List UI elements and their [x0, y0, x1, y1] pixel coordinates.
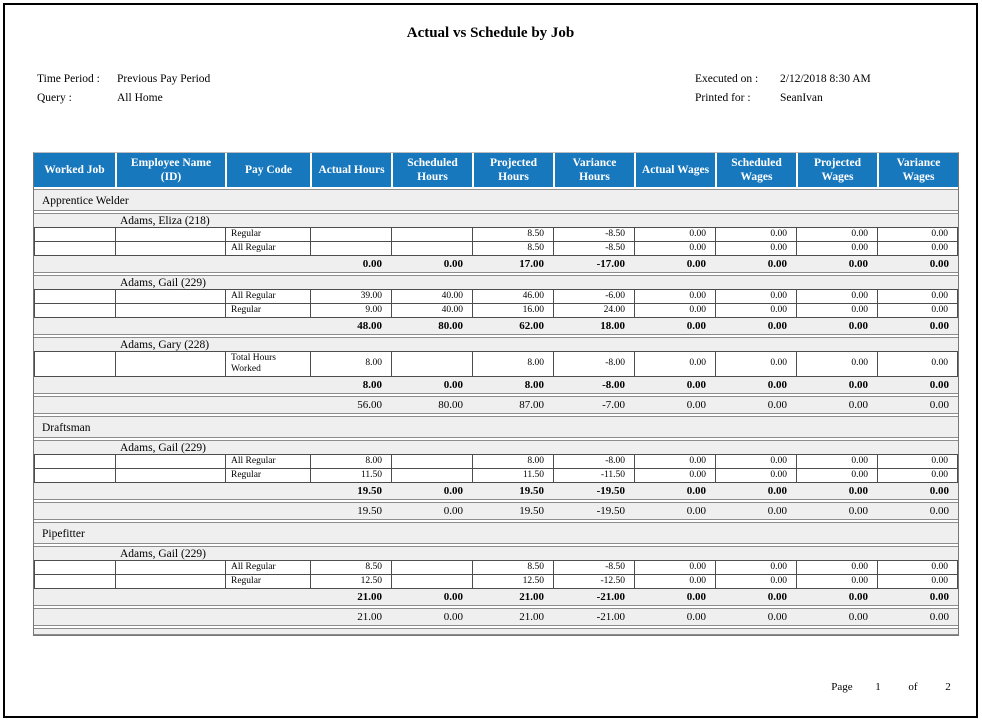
employee-total-row: [34, 255, 958, 273]
column-header-1: Employee Name (ID): [115, 153, 225, 187]
value-cell-4: 0.00: [634, 241, 715, 256]
worked-job-cell: [34, 468, 115, 483]
total-empty-cell: [34, 483, 115, 499]
employee-name-cell: [115, 227, 225, 242]
value-cell-5: 0.00: [715, 560, 796, 575]
total-value-cell-6: 0.00: [848, 504, 868, 517]
value-cell-2: 11.50: [472, 468, 553, 483]
total-value-cell-4: 0.00: [686, 398, 706, 411]
total-value-cell-5: 0.00: [767, 320, 787, 332]
value-cell-4: 0.00: [634, 227, 715, 242]
total-value-cell-5: 0.00: [767, 484, 787, 497]
total-value-cell-0: 19.50: [357, 504, 382, 517]
total-empty-cell: [225, 318, 310, 334]
total-value-cell-4: 0.00: [686, 320, 706, 332]
value-cell-1: 40.00: [391, 303, 472, 318]
column-header-2: Pay Code: [225, 153, 310, 187]
value-cell-0: [310, 241, 391, 256]
value-cell-4: 0.00: [634, 351, 715, 377]
job-total-row: [34, 608, 958, 626]
footer-page-number: 1: [875, 681, 881, 693]
footer-page-label: Page: [831, 681, 853, 693]
query-value: All Home: [117, 91, 163, 104]
pay-code-cell: Regular: [225, 303, 310, 318]
total-value-cell-0: 0.00: [362, 258, 382, 270]
total-value-cell-4: 0.00: [686, 258, 706, 270]
report-page: [3, 3, 978, 718]
value-cell-2: 16.00: [472, 303, 553, 318]
meta-right: [695, 69, 871, 107]
total-empty-cell: [115, 609, 225, 625]
pay-code-cell: Regular: [225, 227, 310, 242]
total-empty-cell: [115, 377, 225, 393]
total-value-cell-7: 0.00: [929, 610, 949, 623]
total-value-cell-1: 0.00: [443, 258, 463, 270]
total-value-cell-4: 0.00: [686, 484, 706, 497]
value-cell-4: 0.00: [634, 560, 715, 575]
total-value-cell-2: 17.00: [519, 258, 544, 270]
total-value-cell-1: 0.00: [443, 590, 463, 603]
table-header-row: [34, 153, 958, 187]
value-cell-4: 0.00: [634, 454, 715, 469]
meta-row-printed-for: [695, 88, 871, 107]
total-value-cell-0: 56.00: [357, 398, 382, 411]
total-empty-cell: [225, 609, 310, 625]
pay-code-detail-row: [34, 560, 958, 575]
pay-code-detail-row: [34, 303, 958, 318]
value-cell-3: -8.50: [553, 560, 634, 575]
value-cell-1: [391, 227, 472, 242]
total-value-cell-2: 87.00: [519, 398, 544, 411]
value-cell-5: 0.00: [715, 241, 796, 256]
value-cell-5: 0.00: [715, 289, 796, 304]
value-cell-5: 0.00: [715, 574, 796, 589]
total-value-cell-0: 21.00: [357, 610, 382, 623]
executed-on-label: Executed on :: [695, 72, 759, 85]
value-cell-3: -8.00: [553, 454, 634, 469]
value-cell-6: 0.00: [796, 241, 877, 256]
total-value-cell-2: 21.00: [519, 610, 544, 623]
pay-code-cell: Regular: [225, 574, 310, 589]
total-value-cell-7: 0.00: [929, 320, 949, 332]
value-cell-0: 9.00: [310, 303, 391, 318]
value-cell-3: -6.00: [553, 289, 634, 304]
total-empty-cell: [225, 483, 310, 499]
total-value-cell-5: 0.00: [767, 504, 787, 517]
value-cell-2: 8.00: [472, 351, 553, 377]
employee-row: Adams, Gail (229): [34, 546, 958, 561]
value-cell-0: 8.00: [310, 454, 391, 469]
total-value-cell-5: 0.00: [767, 610, 787, 623]
pay-code-cell: Regular: [225, 468, 310, 483]
total-empty-cell: [34, 318, 115, 334]
total-value-cell-3: 18.00: [600, 320, 625, 332]
total-value-cell-6: 0.00: [848, 378, 868, 391]
total-value-cell-2: 19.50: [519, 504, 544, 517]
employee-name-cell: [115, 289, 225, 304]
value-cell-3: -8.50: [553, 241, 634, 256]
value-cell-1: 40.00: [391, 289, 472, 304]
employee-name-cell: [115, 560, 225, 575]
value-cell-0: [310, 227, 391, 242]
value-cell-7: 0.00: [877, 454, 958, 469]
employee-name-cell: [115, 468, 225, 483]
value-cell-2: 12.50: [472, 574, 553, 589]
total-value-cell-7: 0.00: [929, 484, 949, 497]
column-header-4: Scheduled Hours: [391, 153, 472, 187]
job-group-label: Apprentice Welder: [42, 195, 129, 207]
total-empty-cell: [225, 589, 310, 605]
footer-of-label: of: [908, 681, 918, 693]
value-cell-3: -12.50: [553, 574, 634, 589]
pay-code-cell: Total Hours Worked: [225, 351, 310, 377]
worked-job-cell: [34, 241, 115, 256]
total-value-cell-7: 0.00: [929, 378, 949, 391]
total-value-cell-7: 0.00: [929, 504, 949, 517]
value-cell-6: 0.00: [796, 468, 877, 483]
total-value-cell-6: 0.00: [848, 320, 868, 332]
pay-code-detail-row: [34, 241, 958, 256]
employee-name-cell: [115, 241, 225, 256]
total-value-cell-0: 21.00: [357, 590, 382, 603]
job-total-row: [34, 396, 958, 414]
total-value-cell-3: -19.50: [596, 504, 625, 517]
value-cell-2: 8.50: [472, 227, 553, 242]
total-value-cell-5: 0.00: [767, 398, 787, 411]
value-cell-4: 0.00: [634, 289, 715, 304]
value-cell-5: 0.00: [715, 351, 796, 377]
employee-name-cell: [115, 574, 225, 589]
value-cell-6: 0.00: [796, 574, 877, 589]
value-cell-6: 0.00: [796, 351, 877, 377]
total-value-cell-3: -21.00: [596, 590, 625, 603]
value-cell-5: 0.00: [715, 454, 796, 469]
employee-name-cell: [115, 454, 225, 469]
pay-code-detail-row: [34, 227, 958, 242]
value-cell-7: 0.00: [877, 560, 958, 575]
worked-job-cell: [34, 454, 115, 469]
total-empty-cell: [225, 377, 310, 393]
total-empty-cell: [115, 256, 225, 272]
total-empty-cell: [115, 503, 225, 519]
value-cell-6: 0.00: [796, 303, 877, 318]
printed-for-label: Printed for :: [695, 91, 751, 104]
job-group-row: [34, 416, 958, 438]
time-period-label: Time Period :: [37, 72, 100, 85]
meta-row-executed-on: [695, 69, 871, 88]
total-value-cell-6: 0.00: [848, 258, 868, 270]
value-cell-7: 0.00: [877, 303, 958, 318]
worked-job-cell: [34, 227, 115, 242]
total-value-cell-5: 0.00: [767, 258, 787, 270]
total-value-cell-4: 0.00: [686, 610, 706, 623]
value-cell-4: 0.00: [634, 574, 715, 589]
value-cell-6: 0.00: [796, 560, 877, 575]
total-empty-cell: [34, 503, 115, 519]
value-cell-7: 0.00: [877, 351, 958, 377]
total-empty-cell: [225, 503, 310, 519]
value-cell-7: 0.00: [877, 468, 958, 483]
value-cell-1: [391, 574, 472, 589]
total-value-cell-0: 19.50: [357, 484, 382, 497]
meta-row-query: [37, 88, 210, 107]
column-header-6: Variance Hours: [553, 153, 634, 187]
employee-total-row: [34, 317, 958, 335]
report-table: [33, 152, 959, 636]
job-total-row: [34, 502, 958, 520]
pay-code-cell: All Regular: [225, 560, 310, 575]
total-empty-cell: [225, 397, 310, 413]
job-group-row: [34, 522, 958, 544]
value-cell-2: 46.00: [472, 289, 553, 304]
total-value-cell-4: 0.00: [686, 504, 706, 517]
executed-on-value: 2/12/2018 8:30 AM: [780, 72, 871, 85]
value-cell-0: 8.50: [310, 560, 391, 575]
job-group-label: Pipefitter: [42, 527, 85, 540]
column-header-3: Actual Hours: [310, 153, 391, 187]
column-header-5: Projected Hours: [472, 153, 553, 187]
query-label: Query :: [37, 91, 72, 104]
total-empty-cell: [34, 609, 115, 625]
cutoff-row: [34, 628, 958, 635]
report-title: Actual vs Schedule by Job: [406, 25, 575, 41]
total-value-cell-6: 0.00: [848, 484, 868, 497]
total-value-cell-6: 0.00: [848, 590, 868, 603]
value-cell-3: 24.00: [553, 303, 634, 318]
total-empty-cell: [115, 483, 225, 499]
total-value-cell-2: 19.50: [519, 484, 544, 497]
value-cell-3: -11.50: [553, 468, 634, 483]
pay-code-cell: All Regular: [225, 289, 310, 304]
pay-code-detail-row: [34, 351, 958, 377]
total-empty-cell: [34, 256, 115, 272]
column-header-8: Scheduled Wages: [715, 153, 796, 187]
total-value-cell-6: 0.00: [848, 610, 868, 623]
total-value-cell-3: -8.00: [602, 378, 625, 391]
employee-row: Adams, Eliza (218): [34, 213, 958, 228]
employee-total-row: [34, 376, 958, 394]
value-cell-4: 0.00: [634, 303, 715, 318]
value-cell-0: 11.50: [310, 468, 391, 483]
total-empty-cell: [34, 589, 115, 605]
printed-for-value: SeanIvan: [780, 91, 823, 104]
employee-row: Adams, Gail (229): [34, 275, 958, 290]
total-value-cell-1: 0.00: [443, 504, 463, 517]
value-cell-1: [391, 454, 472, 469]
worked-job-cell: [34, 303, 115, 318]
value-cell-0: 12.50: [310, 574, 391, 589]
value-cell-6: 0.00: [796, 454, 877, 469]
employee-total-row: [34, 588, 958, 606]
meta-left: [37, 69, 210, 107]
worked-job-cell: [34, 574, 115, 589]
total-value-cell-1: 0.00: [443, 484, 463, 497]
column-header-0: Worked Job: [34, 153, 115, 187]
total-value-cell-2: 8.00: [524, 378, 544, 391]
total-value-cell-3: -19.50: [596, 484, 625, 497]
total-value-cell-3: -21.00: [596, 610, 625, 623]
pay-code-cell: All Regular: [225, 454, 310, 469]
total-value-cell-0: 8.00: [362, 378, 382, 391]
job-group-label: Draftsman: [42, 421, 91, 434]
value-cell-6: 0.00: [796, 289, 877, 304]
worked-job-cell: [34, 289, 115, 304]
value-cell-2: 8.50: [472, 241, 553, 256]
value-cell-7: 0.00: [877, 574, 958, 589]
total-value-cell-0: 48.00: [357, 320, 382, 332]
total-empty-cell: [34, 397, 115, 413]
value-cell-7: 0.00: [877, 227, 958, 242]
column-header-9: Projected Wages: [796, 153, 877, 187]
value-cell-1: [391, 468, 472, 483]
worked-job-cell: [34, 560, 115, 575]
total-value-cell-3: -7.00: [602, 398, 625, 411]
total-value-cell-1: 0.00: [443, 378, 463, 391]
total-value-cell-5: 0.00: [767, 590, 787, 603]
total-value-cell-1: 80.00: [438, 320, 463, 332]
total-value-cell-4: 0.00: [686, 590, 706, 603]
value-cell-1: [391, 351, 472, 377]
value-cell-3: -8.50: [553, 227, 634, 242]
total-empty-cell: [115, 318, 225, 334]
meta-row-time-period: [37, 69, 210, 88]
value-cell-6: 0.00: [796, 227, 877, 242]
total-empty-cell: [115, 589, 225, 605]
employee-row: Adams, Gail (229): [34, 440, 958, 455]
column-header-7: Actual Wages: [634, 153, 715, 187]
value-cell-2: 8.00: [472, 454, 553, 469]
column-header-10: Variance Wages: [877, 153, 958, 187]
total-value-cell-5: 0.00: [767, 378, 787, 391]
total-value-cell-1: 80.00: [438, 398, 463, 411]
total-empty-cell: [115, 397, 225, 413]
employee-name-cell: [115, 303, 225, 318]
total-value-cell-7: 0.00: [929, 258, 949, 270]
value-cell-4: 0.00: [634, 468, 715, 483]
pay-code-detail-row: [34, 289, 958, 304]
value-cell-3: -8.00: [553, 351, 634, 377]
total-value-cell-1: 0.00: [443, 610, 463, 623]
total-value-cell-2: 62.00: [519, 320, 544, 332]
value-cell-7: 0.00: [877, 289, 958, 304]
value-cell-5: 0.00: [715, 227, 796, 242]
value-cell-1: [391, 241, 472, 256]
value-cell-7: 0.00: [877, 241, 958, 256]
total-value-cell-6: 0.00: [848, 398, 868, 411]
pay-code-detail-row: [34, 454, 958, 469]
employee-name-cell: [115, 351, 225, 377]
total-value-cell-2: 21.00: [519, 590, 544, 603]
employee-row: Adams, Gary (228): [34, 337, 958, 352]
total-empty-cell: [225, 256, 310, 272]
page-footer: [821, 681, 963, 693]
pay-code-cell: All Regular: [225, 241, 310, 256]
footer-total-pages: 2: [945, 681, 951, 693]
total-value-cell-7: 0.00: [929, 398, 949, 411]
job-group-row: [34, 189, 958, 211]
pay-code-detail-row: [34, 574, 958, 589]
employee-total-row: [34, 482, 958, 500]
value-cell-5: 0.00: [715, 303, 796, 318]
value-cell-2: 8.50: [472, 560, 553, 575]
value-cell-1: [391, 560, 472, 575]
worked-job-cell: [34, 351, 115, 377]
total-value-cell-3: -17.00: [596, 258, 625, 270]
value-cell-0: 39.00: [310, 289, 391, 304]
pay-code-detail-row: [34, 468, 958, 483]
total-value-cell-4: 0.00: [686, 378, 706, 391]
time-period-value: Previous Pay Period: [117, 72, 211, 85]
value-cell-0: 8.00: [310, 351, 391, 377]
total-empty-cell: [34, 377, 115, 393]
total-value-cell-7: 0.00: [929, 590, 949, 603]
value-cell-5: 0.00: [715, 468, 796, 483]
table-body: [34, 189, 958, 635]
